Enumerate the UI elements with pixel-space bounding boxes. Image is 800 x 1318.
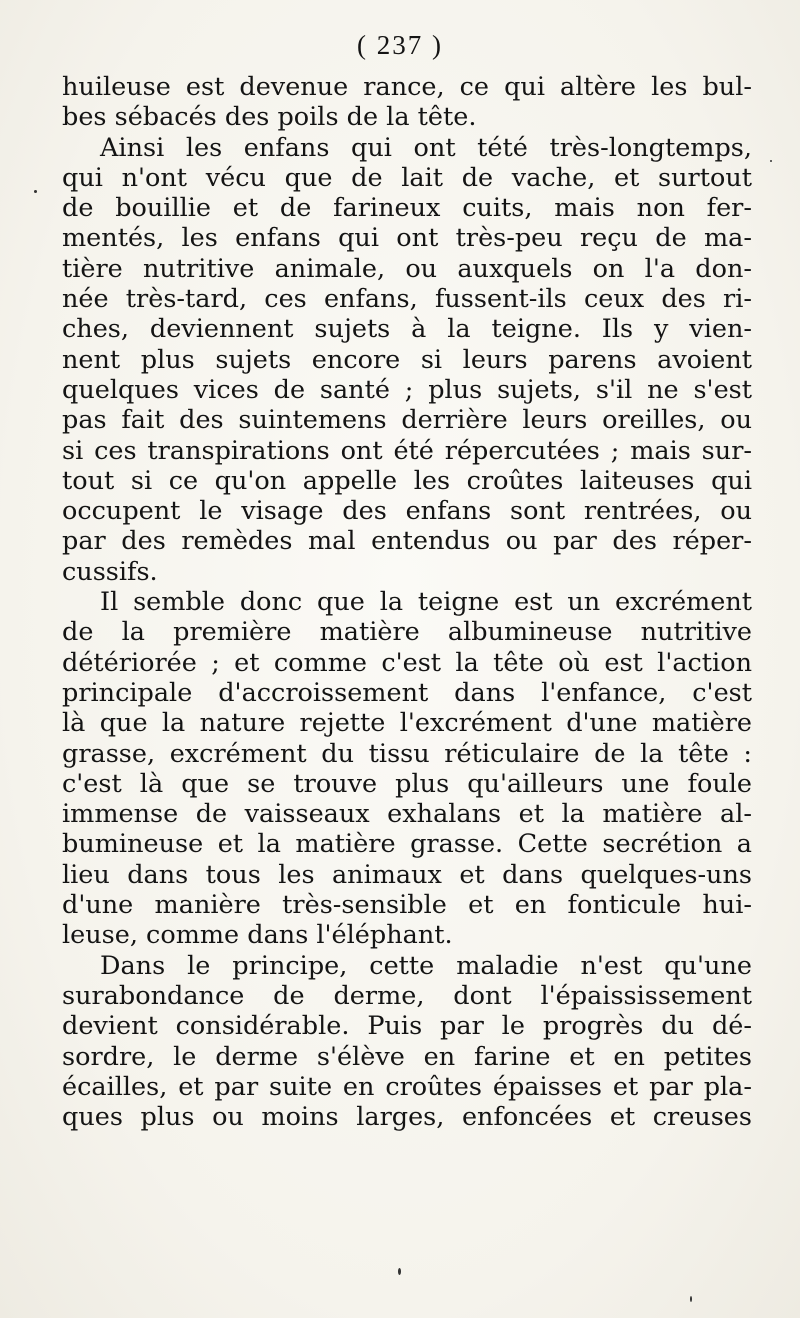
text-line: sordre, le derme s'élève en farine et en petites — [62, 1041, 752, 1072]
text-line: ques plus ou moins larges, enfoncées et creuses — [62, 1102, 752, 1133]
text-line: quelques vices de santé ; plus sujets, s'il ne s'est — [62, 374, 752, 405]
text-line: cussifs. — [62, 556, 158, 587]
scan-speck — [398, 1268, 401, 1275]
text-line: bes sébacés des poils de la tête. — [62, 102, 477, 133]
text-line: nent plus sujets encore si leurs parens avoient — [62, 344, 752, 375]
paragraph-1 — [62, 72, 752, 133]
text-line: née très-tard, ces enfans, fussent-ils ceux des ri- — [62, 284, 752, 315]
scan-speck — [34, 190, 37, 193]
text-line: de bouillie et de farineux cuits, mais non fer- — [62, 193, 752, 224]
text-line: si ces transpirations ont été répercutées ; mais sur- — [62, 435, 752, 466]
text-line: bumineuse et la matière grasse. Cette secrétion a — [62, 829, 752, 860]
text-line: là que la nature rejette l'excrément d'une matière — [62, 708, 752, 739]
text-line: surabondance de derme, dont l'épaississement — [62, 980, 752, 1011]
text-line: de la première matière albumineuse nutritive — [62, 617, 752, 648]
text-line: par des remèdes mal entendus ou par des réper- — [62, 526, 752, 557]
text-line: ches, deviennent sujets à la teigne. Ils y vien- — [62, 314, 752, 345]
text-line: pas fait des suintemens derrière leurs oreilles, ou — [62, 405, 752, 436]
page-number: ( 237 ) — [357, 30, 443, 60]
paragraph-2 — [62, 133, 752, 587]
paragraph-3 — [62, 587, 752, 951]
text-line: Ainsi les enfans qui ont tété très-longtemps, — [100, 132, 752, 163]
text-line: grasse, excrément du tissu réticulaire de la tête : — [62, 738, 752, 769]
text-line: principale d'accroissement dans l'enfance, c'est — [62, 677, 752, 708]
text-line: Dans le principe, cette maladie n'est qu'une — [100, 950, 752, 981]
text-line: tout si ce qu'on appelle les croûtes laiteuses qui — [62, 465, 752, 496]
scan-speck — [770, 160, 772, 162]
text-line: écailles, et par suite en croûtes épaisses et par pla- — [62, 1071, 752, 1102]
text-line: d'une manière très-sensible et en fonticule hui- — [62, 890, 752, 921]
text-line: immense de vaisseaux exhalans et la matière al- — [62, 799, 752, 830]
text-line: Il semble donc que la teigne est un excrément — [100, 587, 752, 618]
text-line: tière nutritive animale, ou auxquels on l'a don- — [62, 253, 752, 284]
text-line: qui n'ont vécu que de lait de vache, et surtout — [62, 162, 752, 193]
text-line: devient considérable. Puis par le progrès du dé- — [62, 1011, 752, 1042]
scan-speck — [690, 1296, 692, 1302]
text-line: mentés, les enfans qui ont très-peu reçu de ma- — [62, 223, 752, 254]
text-line: c'est là que se trouve plus qu'ailleurs une foule — [62, 768, 752, 799]
body-text — [62, 72, 752, 1132]
text-line: détériorée ; et comme c'est la tête où est l'action — [62, 647, 752, 678]
paragraph-4 — [62, 951, 752, 1133]
text-line: occupent le visage des enfans sont rentrées, ou — [62, 496, 752, 527]
text-line: huileuse est devenue rance, ce qui altère les bul- — [62, 72, 752, 102]
text-line: leuse, comme dans l'éléphant. — [62, 920, 453, 951]
text-line: lieu dans tous les animaux et dans quelques-uns — [62, 859, 752, 890]
